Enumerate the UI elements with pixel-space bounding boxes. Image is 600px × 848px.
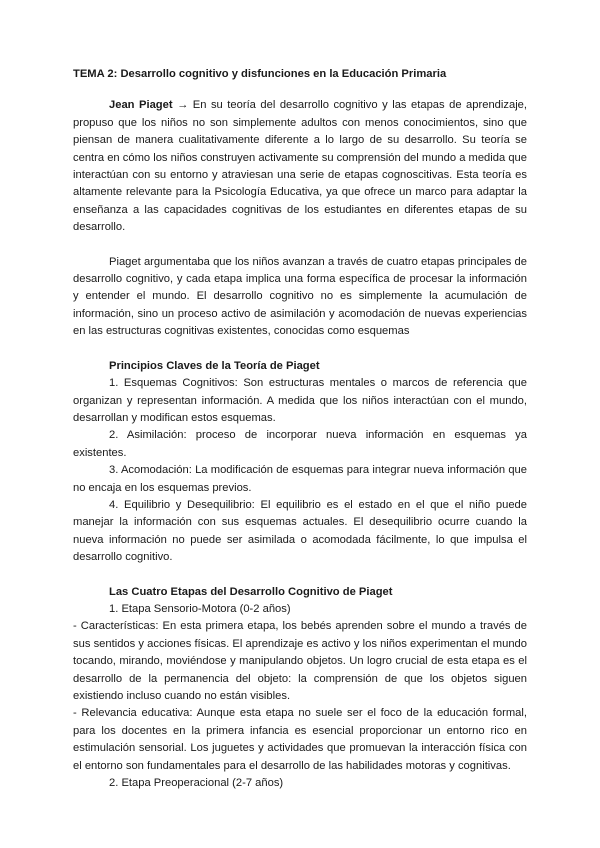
- intro-text: En su teoría del desarrollo cognitivo y las etapas de aprendizaje, propuso que los niños no son simplemente adultos con menos conocimientos, sino que piensan de manera cualitativamente diferente a lo largo de su desarrollo. Su teoría se centra en cómo los niños construyen activamente su comprensión del mundo a medida que interactúan con su entorno y atraviesan una serie de etapas cognoscitivas. Esta teoría es altamente relevante para la Psicología Educativa, ya que ofrece un marco para adaptar la enseñanza a las capacidades cognitivas de los estudiantes en diferentes etapas de su desarrollo.: [73, 99, 528, 234]
- paragraph-2: Piaget argumentaba que los niños avanzan a través de cuatro etapas principales de desarrollo cognitivo, y cada etapa implica una forma específica de procesar la información y entender el mundo. El desarrollo cognitivo no es simplemente la acumulación de información, sino un proceso activo de asimilación y acomodación de nuevas experiencias en las estructuras cognitivas existentes, conocidas como esquemas: [73, 255, 527, 338]
- arrow-glyph: →: [172, 99, 193, 112]
- document-title: TEMA 2: Desarrollo cognitivo y disfunciones en la Educación Primaria: [73, 68, 447, 80]
- stages-heading: Las Cuatro Etapas del Desarrollo Cognitivo de Piaget: [109, 585, 393, 598]
- intro-paragraph: [73, 97, 527, 236]
- stage-2-title: 2. Etapa Preoperacional (2-7 años): [109, 777, 284, 790]
- principles-heading: Principios Claves de la Teoría de Piaget: [109, 359, 320, 372]
- stage-1-title: 1. Etapa Sensorio-Motora (0-2 años): [109, 602, 291, 615]
- principle-item: 1. Esquemas Cognitivos: Son estructuras mentales o marcos de referencia que organizan y representan información. A medida que los niños interactúan con el mundo, desarrollan y modifican estos esquemas.: [73, 377, 527, 424]
- stage-1-relevance: - Relevancia educativa: Aunque esta etapa no suele ser el foco de la educación formal, para los docentes en la primera infancia es esencial proporcionar un entorno rico en estimulación sensorial. Los juguetes y actividades que promuevan la interacción física con el entorno son fundamentales para el desarrollo de las habilidades motoras y cognitivas.: [73, 707, 527, 772]
- piaget-name: Jean Piaget: [109, 99, 173, 112]
- stage-1-characteristics: - Características: En esta primera etapa, los bebés aprenden sobre el mundo a través de sus sentidos y acciones físicas. El aprendizaje es activo y los niños experimentan el mundo tocando, mirando, moviéndose y manipulando objetos. Un logro crucial de esta etapa es el desarrollo de la permanencia del objeto: la comprensión de que los objetos siguen existiendo incluso cuando no están visibles.: [73, 620, 527, 702]
- principle-item: 4. Equilibrio y Desequilibrio: El equilibrio es el estado en el que el niño puede manejar la información con sus esquemas actuales. El desequilibrio ocurre cuando la nueva información no puede ser asimilada o acomodada fácilmente, lo que impulsa el desarrollo cognitivo.: [73, 498, 527, 564]
- principle-item: 3. Acomodación: La modificación de esquemas para integrar nueva información que no encaja en los esquemas previos.: [73, 464, 527, 494]
- principle-item: 2. Asimilación: proceso de incorporar nueva información en esquemas ya existentes.: [73, 429, 527, 459]
